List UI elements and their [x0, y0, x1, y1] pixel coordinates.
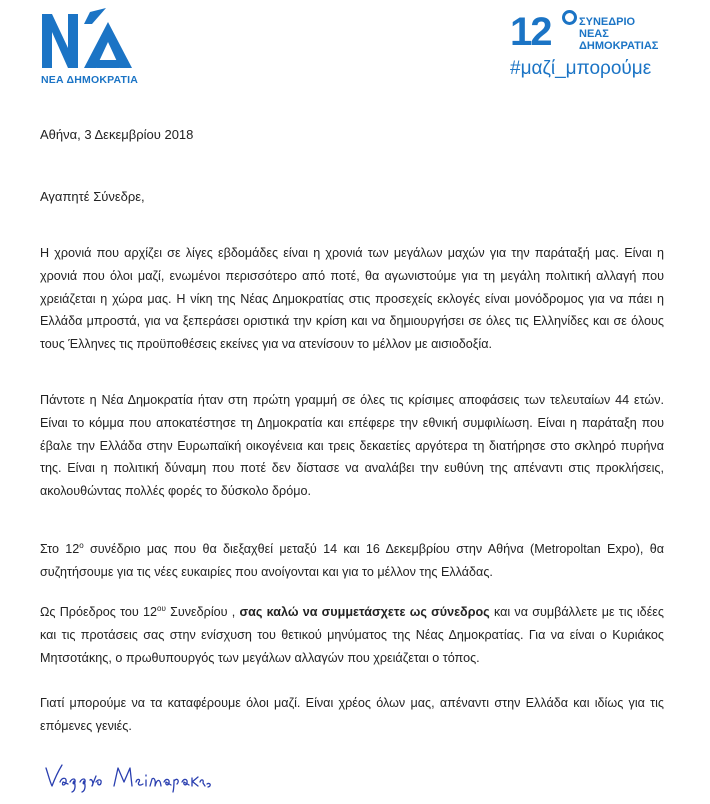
congress-number: 12 [510, 10, 551, 54]
congress-line-2: ΝΕΑΣ [579, 28, 609, 40]
paragraph-2: Πάντοτε η Νέα Δημοκρατία ήταν στη πρώτη γραμμή σε όλες τις κρίσιμες αποφάσεις των τελευταίων 44 ετών. Είναι το κόμμα που αποκατέστησε τη Δημοκρατία και επέφερε την εθνική συμφιλίωση. Είναι η παράταξη που έβαλε την Ελλάδα στην Ευρωπαϊκή οικογένεια και τρεις δεκαετίες αργότερα τη διατήρησε στο σκληρό πυρήνα της. Είναι η πολιτική δύναμη που ποτέ δεν δίστασε να αναλάβει την ευθύνη της απέναντι στις προκλήσεις, ακολουθώντας πολλές φορές το δύσκολο δρόμο. [40, 393, 664, 499]
congress-hashtag: #μαζί_μπορούμε [510, 58, 652, 79]
paragraph-3 [40, 538, 664, 584]
p4-text-c: και να συμβάλλετε με τις ιδέες και τις προτάσεις σας στην ενίσχυση του θετικού μηνύματος της Νέας Δημοκρατίας. Για να είναι ο Κυριάκος Μητσοτάκης, ο πρωθυπουργός των μεγάλων αλλαγών που χρειάζεται ο τόπος. [40, 605, 664, 665]
letter-date: Αθήνα, 3 Δεκεμβρίου 2018 [40, 127, 194, 142]
handwritten-signature [42, 760, 220, 794]
p4-superscript: ου [157, 603, 166, 613]
p3-superscript: ο [79, 540, 84, 550]
paragraph-4 [40, 601, 664, 669]
congress-line-1: ΣΥΝΕΔΡΙΟ [579, 16, 636, 28]
paragraph-1: Η χρονιά που αρχίζει σε λίγες εβδομάδες είναι η χρονιά των μεγάλων μαχών για την παράταξή μας. Είναι η χρονιά που όλοι μαζί, ενωμένοι περισσότερο από ποτέ, θα αγωνιστούμε για τη μεγάλη πολιτική αλλαγή που χρειάζεται η χώρα μας. Η νίκη της Νέας Δημοκρατίας στις προσεχείς εκλογές είναι μονόδρομος για να πάει η Ελλάδα μπροστά, για να ξεπεράσει οριστικά την κρίση και να δημιουργήσει σε όλες τις Ελληνίδες και σε όλους τους Έλληνες τις προϋποθέσεις εκείνες για να ατενίσουν το μέλλον με αισιοδοξία. [40, 246, 664, 352]
p4-text-b: Συνεδρίου , [165, 605, 240, 619]
p3-text-a: Στο 12 [40, 542, 80, 556]
congress-title [579, 16, 658, 52]
congress-logo [510, 10, 680, 80]
congress-line-3: ΔΗΜΟΚΡΑΤΙΑΣ [579, 40, 659, 52]
degree-circle-icon [562, 10, 577, 25]
paragraph-5: Γιατί μπορούμε να τα καταφέρουμε όλοι μαζί. Είναι χρέος όλων μας, απέναντι στην Ελλάδα και ιδίως για τις επόμενες γενιές. [40, 696, 664, 733]
nd-party-logo [40, 8, 150, 86]
nd-logo-mark [40, 8, 146, 70]
p3-text-b: συνέδριο μας που θα διεξαχθεί μεταξύ 14 και 16 Δεκεμβρίου στην Αθήνα (Metropoltan Expo), θα συζητήσουμε για τις νέες ευκαιρίες που ανοίγονται και για το μέλλον της Ελλάδας. [40, 542, 664, 579]
p4-text-a: Ως Πρόεδρος του 12 [40, 605, 158, 619]
letter-greeting: Αγαπητέ Σύνεδρε, [40, 189, 145, 204]
party-name: ΝΕΑ ΔΗΜΟΚΡΑΤΙΑ [41, 74, 138, 86]
p4-bold-invitation: σας καλώ να συμμετάσχετε ως σύνεδρος [239, 605, 490, 619]
